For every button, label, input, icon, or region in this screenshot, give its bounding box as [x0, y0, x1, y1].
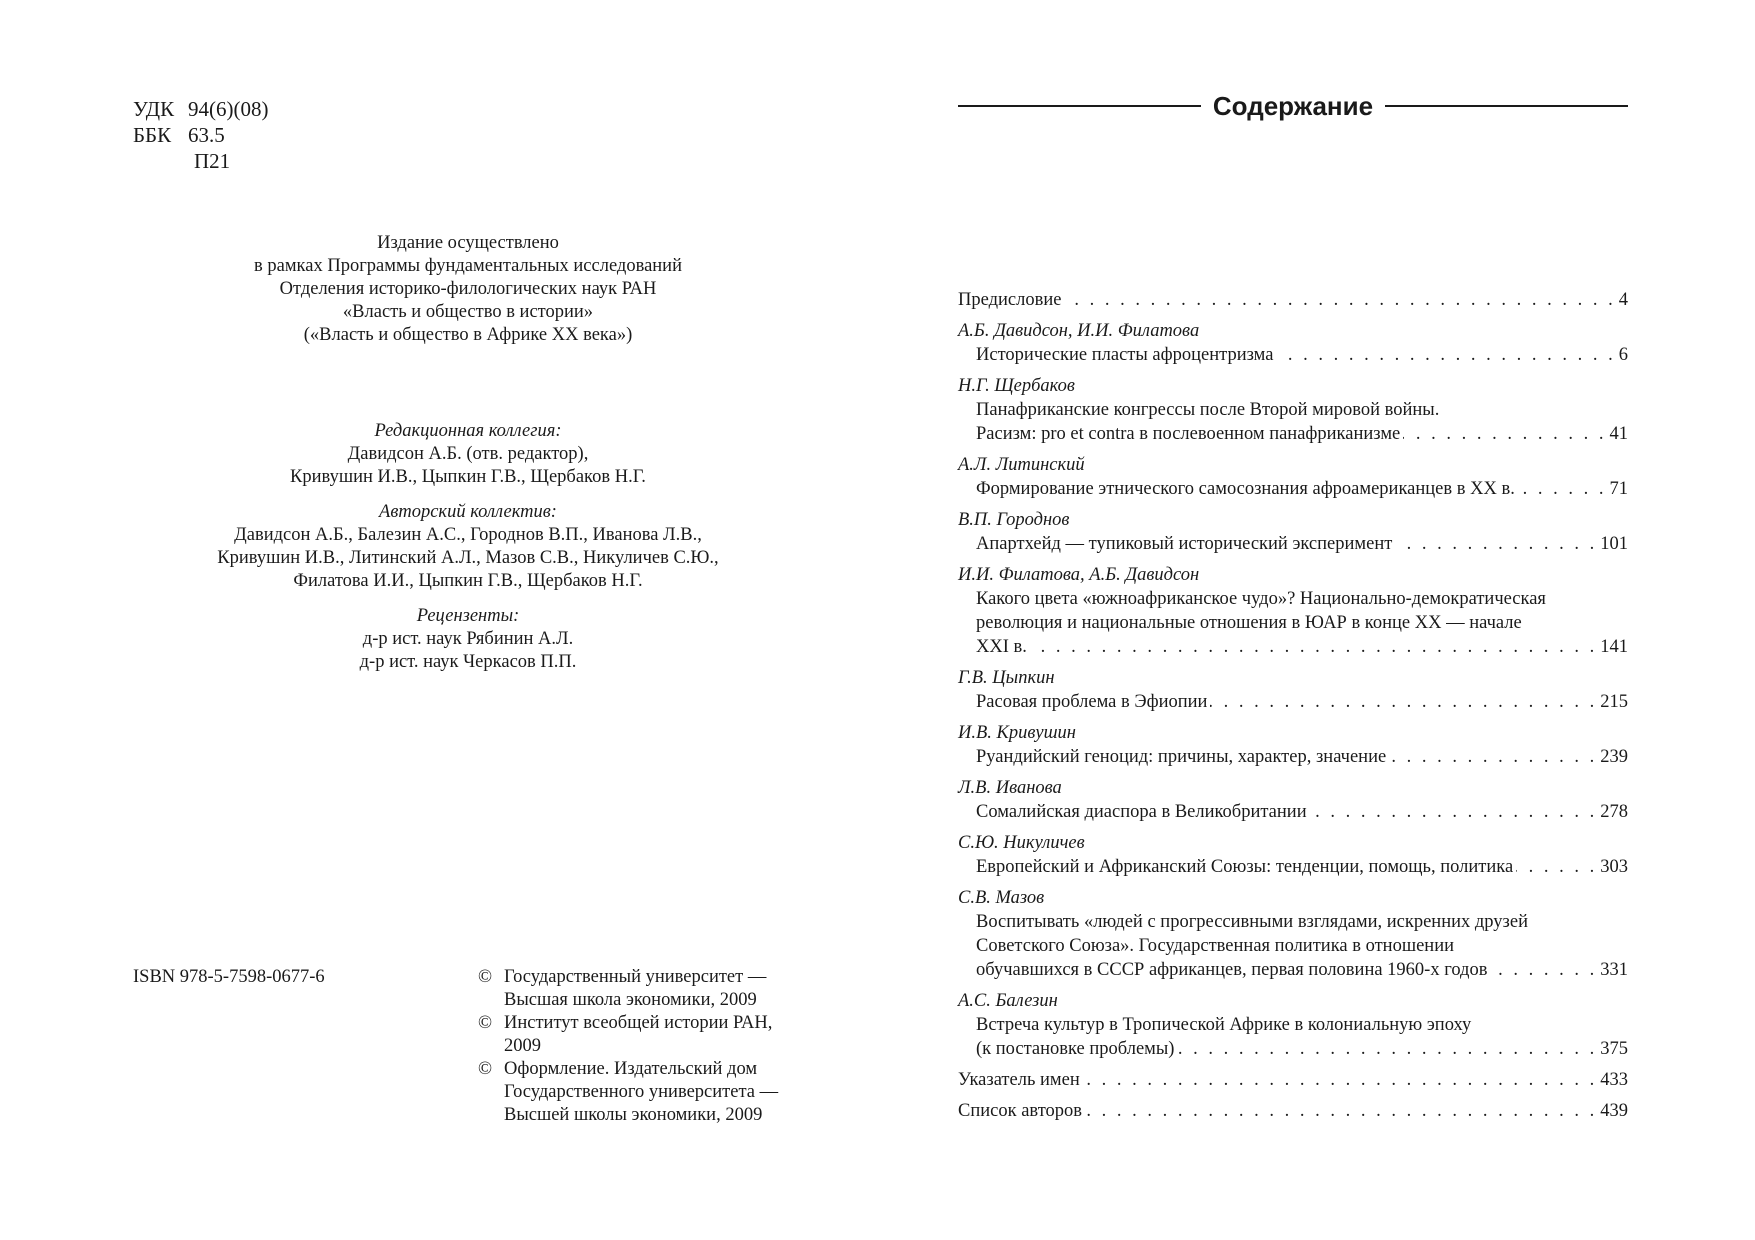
toc-entry-author: А.Л. Литинский	[958, 455, 1085, 475]
funding-line: («Власть и общество в Африке XX века»)	[303, 325, 633, 345]
toc-entry-line	[958, 958, 1628, 982]
toc-entry-title-line: (к постановке проблемы)	[976, 1039, 1175, 1059]
credits	[133, 420, 803, 686]
authors-collective	[133, 501, 803, 593]
toc-entry[interactable]	[958, 453, 1628, 501]
copyright-item	[478, 1058, 818, 1127]
table-of-contents	[958, 288, 1628, 1130]
dot-leader	[1210, 690, 1597, 714]
copyright-item	[478, 1012, 818, 1058]
dot-leader	[1395, 532, 1597, 556]
toc-entry[interactable]	[958, 776, 1628, 824]
toc-entry-page: 439	[1600, 1101, 1628, 1121]
toc-entry-author: И.В. Кривушин	[958, 723, 1076, 743]
funding-line: Отделения историко-филологических наук РАН	[279, 279, 657, 299]
copyright-line: 2009	[504, 1036, 541, 1056]
udk-row	[133, 96, 268, 122]
copyright-notices	[478, 966, 818, 1127]
toc-entry-line	[958, 1099, 1628, 1123]
toc-entry-title-line: Руандийский геноцид: причины, характер, значение	[976, 747, 1387, 767]
authors-collective-line: Кривушин И.В., Литинский А.Л., Мазов С.В., Никуличев С.Ю.,	[217, 548, 719, 568]
copyright-icon: ©	[478, 1059, 493, 1079]
toc-entry-page: 215	[1600, 692, 1628, 712]
toc-entry-page: 41	[1609, 424, 1628, 444]
editorial-board-line: Давидсон А.Б. (отв. редактор),	[347, 444, 589, 464]
title-rule-right	[1385, 105, 1628, 107]
toc-entry-title-line: революция и национальные отношения в ЮАР в конце XX — начале	[976, 613, 1522, 633]
udk-label: УДК	[133, 97, 175, 121]
editorial-board	[133, 420, 803, 489]
bbk-value: 63.5	[188, 123, 225, 147]
toc-entry-author: С.Ю. Никуличев	[958, 833, 1085, 853]
toc-entry-line	[958, 532, 1628, 556]
funding-note	[133, 232, 803, 347]
copyright-line: Институт всеобщей истории РАН,	[504, 1013, 773, 1033]
library-classification	[133, 96, 268, 174]
toc-entry[interactable]	[958, 1068, 1628, 1092]
toc-entry[interactable]	[958, 831, 1628, 879]
toc-entry[interactable]	[958, 563, 1628, 659]
authors-collective-line: Давидсон А.Б., Балезин А.С., Городнов В.П., Иванова Л.В.,	[234, 525, 702, 545]
toc-entry[interactable]	[958, 989, 1628, 1061]
toc-entry-page: 303	[1600, 857, 1628, 877]
toc-entry[interactable]	[958, 1099, 1628, 1123]
toc-entry-line	[958, 800, 1628, 824]
title-rule-left	[958, 105, 1201, 107]
isbn: ISBN 978-5-7598-0677-6	[133, 967, 325, 987]
toc-entry-line	[958, 1068, 1628, 1092]
toc-entry-page: 331	[1600, 960, 1628, 980]
toc-entry-line	[958, 745, 1628, 769]
toc-entry-page: 4	[1618, 290, 1628, 310]
udk-value: 94(6)(08)	[188, 97, 269, 121]
toc-entry-title-line: Исторические пласты афроцентризма	[976, 345, 1274, 365]
toc-title: Содержание	[1212, 90, 1374, 121]
toc-entry-line	[958, 477, 1628, 501]
toc-entry[interactable]	[958, 319, 1628, 367]
toc-entry-line	[958, 635, 1628, 659]
toc-header	[958, 88, 1628, 124]
toc-entry-title-line: Сомалийская диаспора в Великобритании	[976, 802, 1307, 822]
toc-entry-title-line: Советского Союза». Государственная политика в отношении	[976, 936, 1454, 956]
toc-entry-title-line: Расовая проблема в Эфиопии	[976, 692, 1208, 712]
toc-entry-title-line: XXI в.	[976, 637, 1027, 657]
author-mark-row	[133, 148, 268, 174]
toc-entry-line	[958, 288, 1628, 312]
dot-leader	[1518, 477, 1607, 501]
dot-leader	[1276, 343, 1615, 367]
toc-entry-author: И.И. Филатова, А.Б. Давидсон	[958, 565, 1200, 585]
toc-entry-page: 101	[1600, 534, 1628, 554]
editorial-board-line: Кривушин И.В., Цыпкин Г.В., Щербаков Н.Г.	[290, 467, 646, 487]
dot-leader	[1064, 288, 1615, 312]
toc-entry-title-line: обучавшихся в СССР африканцев, первая половина 1960-х годов	[976, 960, 1488, 980]
toc-entry[interactable]	[958, 666, 1628, 714]
toc-entry-author: Л.В. Иванова	[958, 778, 1062, 798]
authors-collective-heading: Авторский коллектив:	[379, 502, 557, 522]
author-mark: П21	[194, 149, 231, 173]
toc-entry-page: 278	[1600, 802, 1628, 822]
toc-entry-author: В.П. Городнов	[958, 510, 1070, 530]
toc-entry-title-line: Воспитывать «людей с прогрессивными взглядами, искренних друзей	[976, 912, 1528, 932]
reviewers	[133, 605, 803, 674]
dot-leader	[1403, 422, 1606, 446]
toc-entry[interactable]	[958, 886, 1628, 982]
toc-entry-page: 71	[1609, 479, 1628, 499]
toc-entry-title-line: Список авторов	[958, 1101, 1083, 1121]
dot-leader	[1389, 745, 1597, 769]
dot-leader	[1083, 1068, 1598, 1092]
copyright-line: Высшей школы экономики, 2009	[504, 1105, 763, 1125]
dot-leader	[1177, 1037, 1597, 1061]
authors-collective-line: Филатова И.И., Цыпкин Г.В., Щербаков Н.Г.	[293, 571, 643, 591]
toc-entry-title-line: Какого цвета «южноафриканское чудо»? Национально-демократическая	[976, 589, 1546, 609]
toc-entry-author: Г.В. Цыпкин	[958, 668, 1055, 688]
toc-entry-title-line: Расизм: pro et contra в послевоенном панафриканизме	[976, 424, 1401, 444]
copyright-line: Государственный университет —	[504, 967, 767, 987]
funding-line: в рамках Программы фундаментальных исследований	[254, 256, 682, 276]
dot-leader	[1490, 958, 1597, 982]
copyright-icon: ©	[478, 967, 493, 987]
toc-entry-page: 141	[1600, 637, 1628, 657]
dot-leader	[1516, 855, 1597, 879]
toc-entry-title-line: Встреча культур в Тропической Африке в колониальную эпоху	[976, 1015, 1472, 1035]
reviewers-heading: Рецензенты:	[416, 606, 520, 626]
copyright-item	[478, 966, 818, 1012]
reviewer-line: д-р ист. наук Рябинин А.Л.	[362, 629, 574, 649]
toc-entry-page: 6	[1618, 345, 1628, 365]
editorial-board-heading: Редакционная коллегия:	[374, 421, 562, 441]
funding-line: Издание осуществлено	[377, 233, 559, 253]
bbk-label: ББК	[133, 123, 172, 147]
toc-entry-title-line: Апартхейд — тупиковый исторический эксперимент	[976, 534, 1393, 554]
dot-leader	[1030, 635, 1597, 659]
copyright-line: Оформление. Издательский дом	[504, 1059, 758, 1079]
toc-entry-title-line: Европейский и Африканский Союзы: тенденции, помощь, политика	[976, 857, 1514, 877]
copyright-line: Высшая школа экономики, 2009	[504, 990, 757, 1010]
dot-leader	[1085, 1099, 1597, 1123]
toc-entry-line	[958, 855, 1628, 879]
toc-entry-title-line: Предисловие	[958, 290, 1062, 310]
dot-leader	[1310, 800, 1598, 824]
toc-entry-line	[958, 422, 1628, 446]
toc-entry-author: Н.Г. Щербаков	[958, 376, 1075, 396]
toc-entry-title-line: Указатель имен	[958, 1070, 1080, 1090]
toc-entry-page: 375	[1600, 1039, 1628, 1059]
toc-entry-title-line: Панафриканские конгрессы после Второй мировой войны.	[976, 400, 1440, 420]
toc-entry-title-line: Формирование этнического самосознания афроамериканцев в XX в.	[976, 479, 1515, 499]
toc-entry-author: С.В. Мазов	[958, 888, 1045, 908]
reviewer-line: д-р ист. наук Черкасов П.П.	[359, 652, 577, 672]
toc-entry-page: 239	[1600, 747, 1628, 767]
copyright-icon: ©	[478, 1013, 493, 1033]
bbk-row	[133, 122, 268, 148]
toc-entry-line	[958, 690, 1628, 714]
toc-entry-author: А.С. Балезин	[958, 991, 1058, 1011]
toc-entry-author: А.Б. Давидсон, И.И. Филатова	[958, 321, 1200, 341]
toc-entry[interactable]	[958, 721, 1628, 769]
toc-entry-line	[958, 1037, 1628, 1061]
toc-entry[interactable]	[958, 508, 1628, 556]
toc-entry[interactable]	[958, 288, 1628, 312]
toc-entry-page: 433	[1600, 1070, 1628, 1090]
funding-line: «Власть и общество в истории»	[342, 302, 594, 322]
copyright-line: Государственного университета —	[504, 1082, 779, 1102]
toc-entry-line	[958, 343, 1628, 367]
toc-entry[interactable]	[958, 374, 1628, 446]
